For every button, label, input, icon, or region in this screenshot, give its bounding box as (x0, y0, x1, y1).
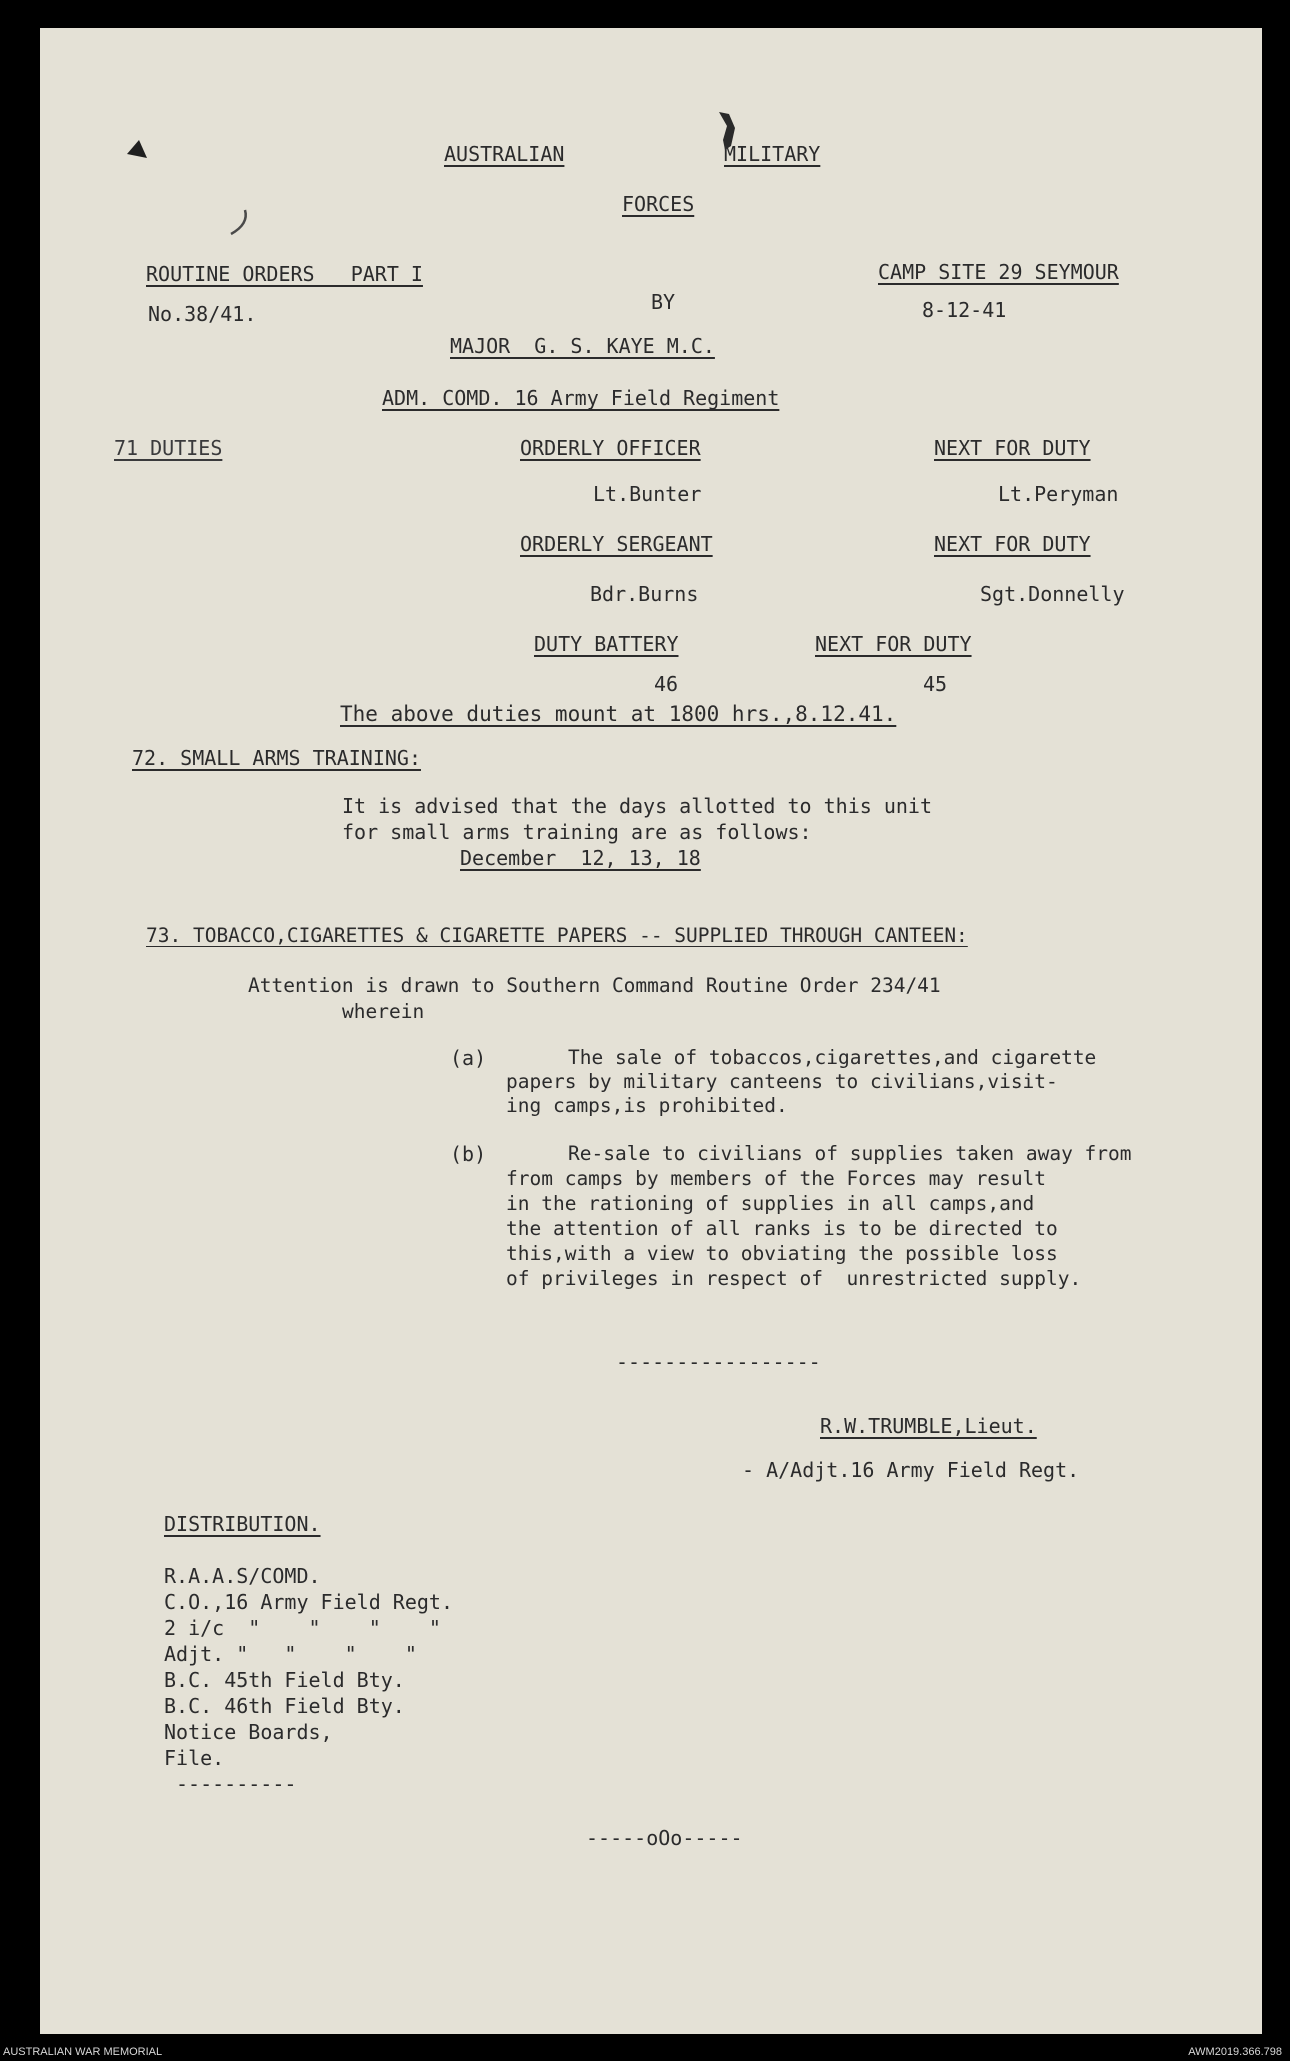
distribution-heading: DISTRIBUTION. (164, 1512, 321, 1536)
small-arms-dates: December 12, 13, 18 (460, 846, 701, 870)
small-arms-line-2: for small arms training are as follows: (342, 820, 812, 844)
commander-name: MAJOR G. S. KAYE M.C. (450, 334, 715, 358)
distribution-item: 2 i/c " " " " (164, 1616, 441, 1640)
distribution-item: Notice Boards, (164, 1720, 333, 1744)
archive-credit: AUSTRALIAN WAR MEMORIAL (3, 2046, 163, 2058)
distribution-item: File. (164, 1746, 225, 1770)
pencil-mark (225, 208, 253, 238)
duties-heading: 71 DUTIES (114, 436, 223, 460)
item-b-line-4: the attention of all ranks is to be directed to (506, 1217, 1058, 1240)
end-mark: -----oOo----- (586, 1826, 743, 1850)
tobacco-heading: 73. TOBACCO,CIGARETTES & CIGARETTE PAPERS -- SUPPLIED THROUGH CANTEEN: (146, 924, 968, 947)
mount-note: The above duties mount at 1800 hrs.,8.12.41. (340, 702, 897, 726)
item-b-line-5: this,with a view to obviating the possible loss (506, 1242, 1058, 1265)
next-for-duty-label-officer: NEXT FOR DUTY (934, 436, 1091, 460)
item-b-line-3: in the rationing of supplies in all camps,and (506, 1192, 1035, 1215)
distribution-item: B.C. 46th Field Bty. (164, 1694, 405, 1718)
archive-reference: AWM2019.366.798 (1188, 2046, 1282, 2058)
orderly-officer: Lt.Bunter (593, 482, 702, 506)
distribution-rule: ---------- (176, 1772, 297, 1796)
order-number: No.38/41. (148, 302, 257, 326)
next-sergeant: Sgt.Donnelly (980, 582, 1125, 606)
tobacco-intro-1: Attention is drawn to Southern Command Routine Order 234/41 (248, 974, 941, 997)
item-a-label: (a) (450, 1046, 487, 1070)
duty-battery: 46 (654, 672, 679, 696)
item-a-line-2: papers by military canteens to civilians,visit- (506, 1070, 1058, 1093)
title-military: MILITARY (724, 142, 821, 166)
ink-arrow-mark (125, 136, 151, 166)
next-officer: Lt.Peryman (998, 482, 1119, 506)
routine-orders-heading: ROUTINE ORDERS PART I (146, 262, 423, 286)
next-battery: 45 (923, 672, 948, 696)
orderly-sergeant: Bdr.Burns (590, 582, 699, 606)
next-for-duty-label-sergeant: NEXT FOR DUTY (934, 532, 1091, 556)
signatory-title: - A/Adjt.16 Army Field Regt. (742, 1458, 1080, 1482)
item-b-label: (b) (450, 1142, 487, 1166)
small-arms-heading: 72. SMALL ARMS TRAINING: (132, 746, 421, 770)
duty-battery-label: DUTY BATTERY (534, 632, 679, 656)
item-b-line-6: of privileges in respect of unrestricted supply. (506, 1267, 1082, 1290)
distribution-item: R.A.A.S/COMD. (164, 1564, 321, 1588)
signature-rule: ----------------- (616, 1350, 821, 1374)
order-date: 8-12-41 (922, 298, 1007, 322)
item-a-line-3: ing camps,is prohibited. (506, 1094, 788, 1117)
distribution-item: Adjt. " " " " (164, 1642, 417, 1666)
signatory-name: R.W.TRUMBLE,Lieut. (820, 1414, 1037, 1438)
unit-name: ADM. COMD. 16 Army Field Regiment (382, 386, 780, 410)
document-page (40, 28, 1262, 2034)
distribution-item: C.O.,16 Army Field Regt. (164, 1590, 453, 1614)
by-label: BY (651, 290, 676, 314)
item-b-line-2: from camps by members of the Forces may result (506, 1167, 1047, 1190)
small-arms-line-1: It is advised that the days allotted to this unit (342, 794, 933, 818)
orderly-officer-label: ORDERLY OFFICER (520, 436, 701, 460)
tobacco-intro-2: wherein (342, 1000, 425, 1023)
orderly-sergeant-label: ORDERLY SERGEANT (520, 532, 713, 556)
camp-site: CAMP SITE 29 SEYMOUR (878, 260, 1119, 284)
item-a-line-1: The sale of tobaccos,cigarettes,and cigarette (568, 1046, 1097, 1069)
next-for-duty-label-battery: NEXT FOR DUTY (815, 632, 972, 656)
distribution-item: B.C. 45th Field Bty. (164, 1668, 405, 1692)
item-b-line-1: Re-sale to civilians of supplies taken away from (568, 1142, 1132, 1165)
title-forces: FORCES (622, 192, 695, 216)
title-australian: AUSTRALIAN (444, 142, 565, 166)
